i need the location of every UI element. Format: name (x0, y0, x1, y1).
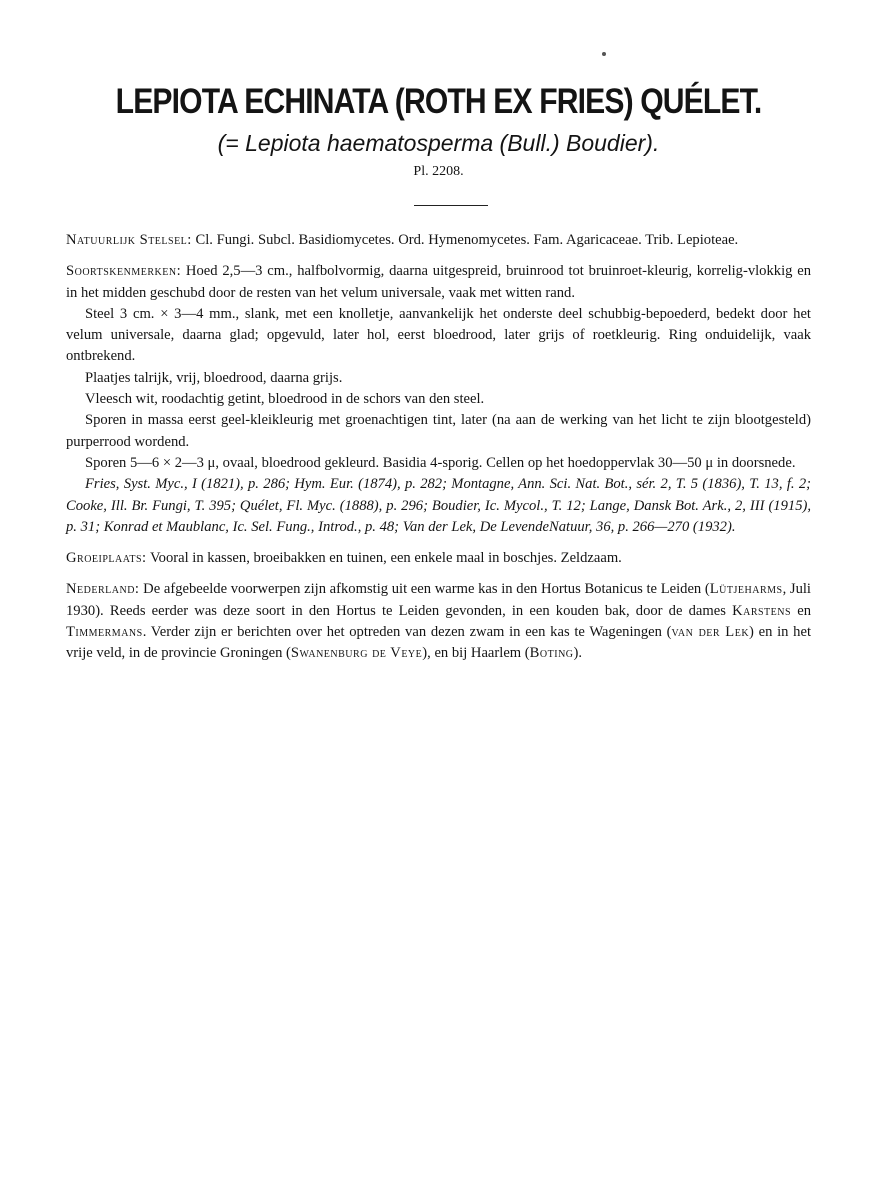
flesh-paragraph: Vleesch wit, roodachtig getint, bloedrood in de schors van den steel. (85, 391, 485, 408)
collector-name: Lütjeharms (709, 581, 783, 598)
document-body (66, 230, 811, 665)
netherlands-paragraph (66, 579, 811, 664)
netherlands-text: , Juli 1930). Reeds eerder was deze soort in den Hortus te Leiden gevonden, in een kouden bak, door de dames (66, 581, 811, 619)
gills-paragraph: Plaatjes talrijk, vrij, bloedrood, daarna grijs. (85, 369, 343, 386)
collector-name: Karstens (732, 602, 792, 619)
netherlands-text: ) en in het vrije veld, in de provincie Groningen ( (66, 624, 812, 662)
plate-number: Pl. 2208. (413, 164, 464, 179)
systematics-paragraph (66, 230, 811, 251)
netherlands-text: De afgebeelde voorwerpen zijn afkomstig uit een warme kas in den Hortus Botanicus te Leiden ( (139, 581, 710, 598)
stem-paragraph: Steel 3 cm. × 3—4 mm., slank, met een knolletje, aanvankelijk het onderste deel schubbig-bepoederd, bedekt door het velum universale, daarna glad; opgevuld, later hol, eerst bloedrood, later grijs of roetkleurig. Ring onduidelijk, vaak ontbrekend. (66, 305, 811, 365)
habitat-paragraph (66, 548, 811, 569)
divider-rule (414, 205, 488, 206)
print-speck (602, 52, 606, 56)
habitat-text: Vooral in kassen, broeibakken en tuinen, een enkele maal in boschjes. Zeldzaam. (146, 550, 622, 567)
systematics-label: Natuurlijk Stelsel: (66, 232, 192, 248)
characteristics-text: Hoed 2,5—3 cm., halfbolvormig, daarna uitgespreid, bruinrood tot bruinroet-kleurig, korrelig-vlokkig en in het midden geschubd door de resten van het velum universale, vaak met witten rand. (66, 263, 811, 301)
netherlands-text: ). (573, 645, 583, 662)
collector-name: Boting (529, 645, 574, 662)
collector-name: Timmermans (66, 624, 143, 641)
netherlands-label: Nederland: (66, 581, 140, 598)
habitat-label: Groeiplaats: (66, 550, 147, 567)
spores-mass-paragraph: Sporen in massa eerst geel-kleikleurig met groenachtigen tint, later (na aan de werking van het licht te zijn blootgesteld) purperrood wordend. (66, 412, 811, 450)
collector-name: van der Lek (671, 624, 750, 641)
netherlands-text: ), en bij Haarlem ( (422, 645, 530, 662)
systematics-text: Cl. Fungi. Subcl. Basidiomycetes. Ord. Hymenomycetes. Fam. Agaricaceae. Trib. Lepioteae. (191, 232, 739, 248)
characteristics-label: Soortskenmerken: (66, 263, 182, 280)
synonym-subtitle: (= Lepiota haematosperma (Bull.) Boudier). (217, 130, 660, 156)
collector-name: Swanenburg de Veye (290, 645, 423, 662)
spores-size-paragraph: Sporen 5—6 × 2—3 μ, ovaal, bloedrood gekleurd. Basidia 4-sporig. Cellen op het hoedoppervlak 30—50 μ in doorsnede. (85, 454, 796, 471)
page-title: LEPIOTA ECHINATA (ROTH EX FRIES) QUÉLET. (115, 82, 762, 121)
characteristics-paragraph (66, 261, 811, 304)
references-paragraph: Fries, Syst. Myc., I (1821), p. 286; Hym. Eur. (1874), p. 282; Montagne, Ann. Sci. Nat. Bot., sér. 2, T. 5 (1836), T. 13, f. 2; Cooke, Ill. Br. Fungi, T. 395; Quélet, Fl. Myc. (1888), p. 296; Boudier, Ic. Mycol., T. 12; Lange, Dansk Bot. Ark., 2, III (1915), p. 31; Konrad et Maublanc, Ic. Sel. Fung., Introd., p. 48; Van der Lek, De LevendeNatuur, 36, p. 266—270 (1932). (66, 476, 811, 535)
netherlands-text: en (791, 602, 811, 619)
netherlands-text: . Verder zijn er berichten over het optreden van dezen zwam in een kas te Wageningen ( (142, 624, 672, 641)
